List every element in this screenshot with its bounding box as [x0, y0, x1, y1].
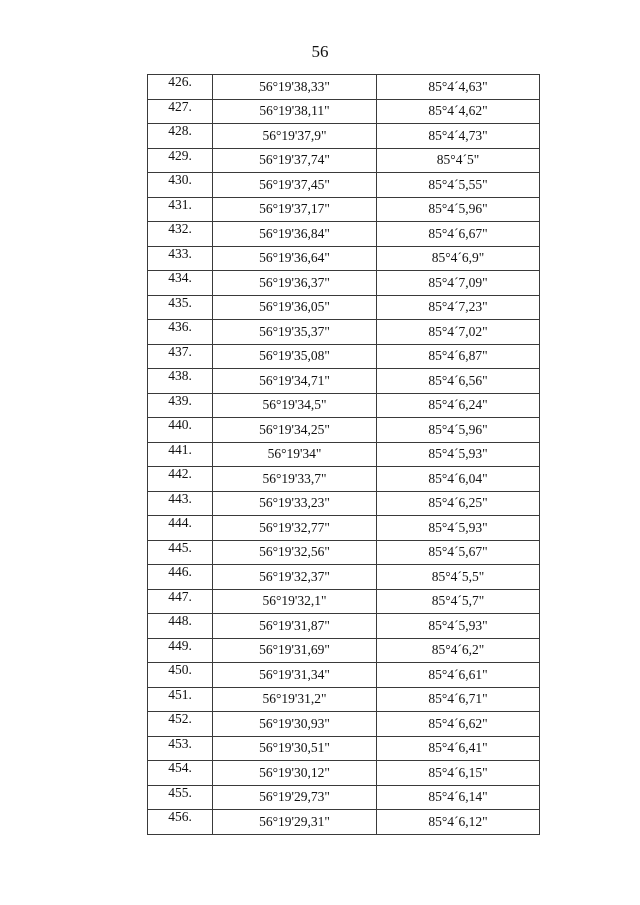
coordinates-table	[147, 74, 540, 835]
latitude-cell: 56°19'32,37"	[213, 565, 377, 590]
latitude-cell: 56°19'32,56"	[213, 540, 377, 565]
latitude-cell: 56°19'30,93"	[213, 712, 377, 737]
longitude-cell: 85°4´6,67"	[377, 222, 540, 247]
point-number-cell: 432.	[148, 222, 213, 247]
table-row	[148, 75, 540, 100]
point-number-cell: 433.	[148, 246, 213, 271]
point-number-cell: 442.	[148, 467, 213, 492]
longitude-cell: 85°4´5,67"	[377, 540, 540, 565]
latitude-cell: 56°19'29,73"	[213, 785, 377, 810]
latitude-cell: 56°19'31,69"	[213, 638, 377, 663]
table-row	[148, 614, 540, 639]
point-number-cell: 453.	[148, 736, 213, 761]
latitude-cell: 56°19'34,5"	[213, 393, 377, 418]
latitude-cell: 56°19'37,74"	[213, 148, 377, 173]
latitude-cell: 56°19'36,37"	[213, 271, 377, 296]
table-row	[148, 491, 540, 516]
table-row	[148, 320, 540, 345]
longitude-cell: 85°4´6,14"	[377, 785, 540, 810]
latitude-cell: 56°19'33,7"	[213, 467, 377, 492]
table-row	[148, 197, 540, 222]
point-number-cell: 429.	[148, 148, 213, 173]
latitude-cell: 56°19'34"	[213, 442, 377, 467]
table-row	[148, 393, 540, 418]
point-number-cell: 435.	[148, 295, 213, 320]
longitude-cell: 85°4´6,56"	[377, 369, 540, 394]
table-row	[148, 173, 540, 198]
latitude-cell: 56°19'31,87"	[213, 614, 377, 639]
latitude-cell: 56°19'37,17"	[213, 197, 377, 222]
point-number-cell: 447.	[148, 589, 213, 614]
table-row	[148, 369, 540, 394]
page-number: 56	[311, 42, 329, 61]
latitude-cell: 56°19'35,37"	[213, 320, 377, 345]
table-row	[148, 810, 540, 835]
longitude-cell: 85°4´5,55"	[377, 173, 540, 198]
point-number-cell: 445.	[148, 540, 213, 565]
point-number-cell: 428.	[148, 124, 213, 149]
longitude-cell: 85°4´6,87"	[377, 344, 540, 369]
table-row	[148, 99, 540, 124]
latitude-cell: 56°19'36,64"	[213, 246, 377, 271]
table-row	[148, 442, 540, 467]
table-row	[148, 418, 540, 443]
point-number-cell: 455.	[148, 785, 213, 810]
latitude-cell: 56°19'30,12"	[213, 761, 377, 786]
table-row	[148, 467, 540, 492]
point-number-cell: 430.	[148, 173, 213, 198]
point-number-cell: 446.	[148, 565, 213, 590]
point-number-cell: 437.	[148, 344, 213, 369]
point-number-cell: 452.	[148, 712, 213, 737]
longitude-cell: 85°4´5,7"	[377, 589, 540, 614]
latitude-cell: 56°19'32,1"	[213, 589, 377, 614]
table-row	[148, 589, 540, 614]
point-number-cell: 434.	[148, 271, 213, 296]
coordinates-table-body	[148, 75, 540, 835]
longitude-cell: 85°4´5,96"	[377, 418, 540, 443]
table-row	[148, 344, 540, 369]
longitude-cell: 85°4´6,9"	[377, 246, 540, 271]
longitude-cell: 85°4´6,12"	[377, 810, 540, 835]
longitude-cell: 85°4´6,71"	[377, 687, 540, 712]
point-number-cell: 439.	[148, 393, 213, 418]
latitude-cell: 56°19'38,33"	[213, 75, 377, 100]
point-number-cell: 436.	[148, 320, 213, 345]
latitude-cell: 56°19'31,34"	[213, 663, 377, 688]
longitude-cell: 85°4´6,25"	[377, 491, 540, 516]
point-number-cell: 444.	[148, 516, 213, 541]
longitude-cell: 85°4´7,09"	[377, 271, 540, 296]
latitude-cell: 56°19'38,11"	[213, 99, 377, 124]
latitude-cell: 56°19'36,05"	[213, 295, 377, 320]
point-number-cell: 440.	[148, 418, 213, 443]
point-number-cell: 448.	[148, 614, 213, 639]
table-row	[148, 540, 540, 565]
longitude-cell: 85°4´4,63"	[377, 75, 540, 100]
table-row	[148, 638, 540, 663]
longitude-cell: 85°4´5"	[377, 148, 540, 173]
latitude-cell: 56°19'37,45"	[213, 173, 377, 198]
table-row	[148, 565, 540, 590]
longitude-cell: 85°4´6,61"	[377, 663, 540, 688]
longitude-cell: 85°4´6,15"	[377, 761, 540, 786]
longitude-cell: 85°4´5,96"	[377, 197, 540, 222]
point-number-cell: 451.	[148, 687, 213, 712]
longitude-cell: 85°4´5,93"	[377, 442, 540, 467]
table-row	[148, 761, 540, 786]
table-row	[148, 785, 540, 810]
table-row	[148, 222, 540, 247]
point-number-cell: 427.	[148, 99, 213, 124]
point-number-cell: 449.	[148, 638, 213, 663]
latitude-cell: 56°19'36,84"	[213, 222, 377, 247]
latitude-cell: 56°19'34,25"	[213, 418, 377, 443]
longitude-cell: 85°4´5,5"	[377, 565, 540, 590]
table-row	[148, 246, 540, 271]
longitude-cell: 85°4´5,93"	[377, 516, 540, 541]
point-number-cell: 443.	[148, 491, 213, 516]
point-number-cell: 450.	[148, 663, 213, 688]
table-row	[148, 124, 540, 149]
longitude-cell: 85°4´6,04"	[377, 467, 540, 492]
latitude-cell: 56°19'31,2"	[213, 687, 377, 712]
table-row	[148, 687, 540, 712]
point-number-cell: 431.	[148, 197, 213, 222]
longitude-cell: 85°4´6,24"	[377, 393, 540, 418]
longitude-cell: 85°4´7,02"	[377, 320, 540, 345]
longitude-cell: 85°4´4,62"	[377, 99, 540, 124]
latitude-cell: 56°19'34,71"	[213, 369, 377, 394]
point-number-cell: 456.	[148, 810, 213, 835]
table-row	[148, 271, 540, 296]
longitude-cell: 85°4´4,73"	[377, 124, 540, 149]
longitude-cell: 85°4´6,2"	[377, 638, 540, 663]
latitude-cell: 56°19'29,31"	[213, 810, 377, 835]
table-row	[148, 148, 540, 173]
point-number-cell: 426.	[148, 75, 213, 100]
table-row	[148, 736, 540, 761]
table-row	[148, 516, 540, 541]
longitude-cell: 85°4´6,62"	[377, 712, 540, 737]
table-row	[148, 712, 540, 737]
point-number-cell: 454.	[148, 761, 213, 786]
longitude-cell: 85°4´5,93"	[377, 614, 540, 639]
latitude-cell: 56°19'32,77"	[213, 516, 377, 541]
longitude-cell: 85°4´6,41"	[377, 736, 540, 761]
latitude-cell: 56°19'35,08"	[213, 344, 377, 369]
latitude-cell: 56°19'33,23"	[213, 491, 377, 516]
table-row	[148, 663, 540, 688]
point-number-cell: 438.	[148, 369, 213, 394]
latitude-cell: 56°19'37,9"	[213, 124, 377, 149]
point-number-cell: 441.	[148, 442, 213, 467]
longitude-cell: 85°4´7,23"	[377, 295, 540, 320]
latitude-cell: 56°19'30,51"	[213, 736, 377, 761]
table-row	[148, 295, 540, 320]
